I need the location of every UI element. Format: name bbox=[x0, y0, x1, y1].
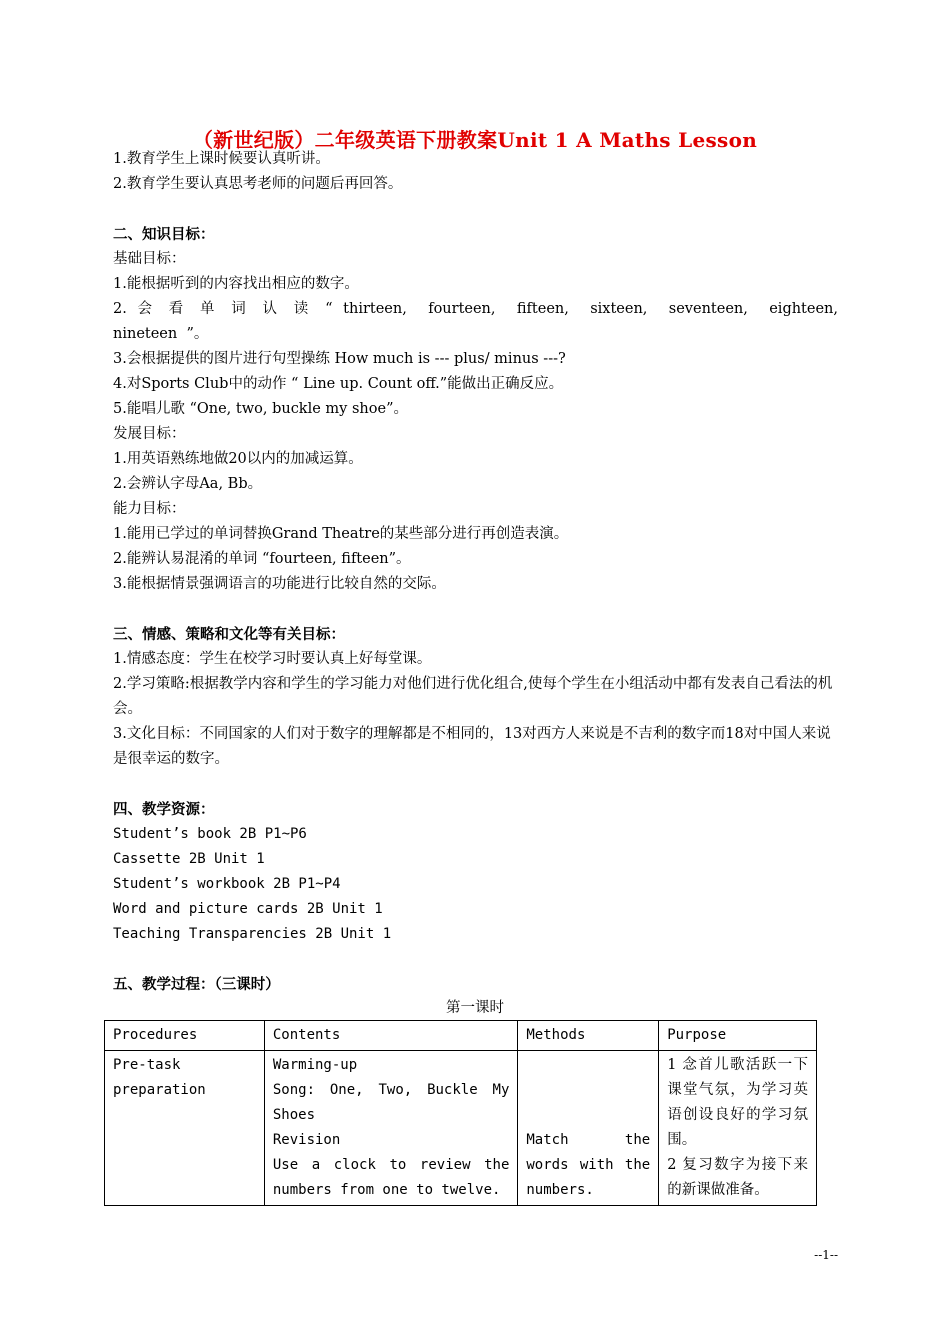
contents-clock: Use a clock to review the numbers from one to twelve. bbox=[272, 1157, 510, 1198]
basic-goal-2: 2. 会 看 单 词 认 读 “ thirteen, fourteen, fifteen, sixteen, seventeen, eighteen, bbox=[113, 301, 838, 317]
ability-goal-3: 3.能根据情景强调语言的功能进行比较自然的交际。 bbox=[113, 576, 446, 592]
header-purpose: Purpose bbox=[659, 1021, 817, 1051]
section-2-heading: 二、知识目标： bbox=[113, 226, 215, 243]
contents-revision: Revision bbox=[272, 1132, 341, 1148]
basic-goal-5: 5.能唱儿歌 “One, two, buckle my shoe”。 bbox=[113, 401, 408, 417]
affective-goal-3: 3.文化目标：不同国家的人们对于数字的理解都是不相同的，13对西方人来说是不吉利的数字而18对中国人来说是很幸运的数字。 bbox=[113, 726, 831, 767]
resource-5: Teaching Transparencies 2B Unit 1 bbox=[113, 926, 392, 942]
ability-goal-2: 2.能辨认易混淆的单词 “fourteen, fifteen”。 bbox=[113, 551, 411, 567]
header-contents: Contents bbox=[264, 1021, 518, 1051]
develop-goals-label: 发展目标： bbox=[113, 426, 186, 442]
contents-warmup: Warming-up bbox=[272, 1057, 358, 1073]
section-4-heading: 四、教学资源： bbox=[113, 801, 215, 818]
develop-goal-1: 1.用英语熟练地做20以内的加减运算。 bbox=[113, 451, 363, 467]
basic-goals-label: 基础目标： bbox=[113, 251, 186, 267]
section-5-heading: 五、教学过程：（三课时） bbox=[113, 976, 280, 993]
header-procedures: Procedures bbox=[105, 1021, 265, 1051]
purpose-1: 1 念首儿歌活跃一下课堂气氛，为学习英语创设良好的学习氛围。 bbox=[667, 1057, 808, 1148]
basic-goal-4: 4.对Sports Club中的动作 “ Line up. Count off.”能做出正确反应。 bbox=[113, 376, 564, 392]
resource-2: Cassette 2B Unit 1 bbox=[113, 851, 265, 867]
cell-contents bbox=[264, 1051, 518, 1206]
basic-goal-1: 1.能根据听到的内容找出相应的数字。 bbox=[113, 276, 359, 292]
intro-line-1: 1.教育学生上课时候要认真听讲。 bbox=[113, 151, 330, 167]
procedures-line-1: Pre-task bbox=[113, 1057, 181, 1073]
procedures-line-2: preparation bbox=[113, 1082, 206, 1098]
resource-1: Student’s book 2B P1~P6 bbox=[113, 826, 307, 842]
lesson-table bbox=[104, 1020, 817, 1206]
methods-text: Match the words with the numbers. bbox=[526, 1132, 651, 1198]
document-title: （新世纪版）二年级英语下册教案Unit 1 A Maths Lesson bbox=[192, 128, 758, 152]
purpose-2: 2 复习数字为接下来的新课做准备。 bbox=[667, 1157, 808, 1198]
page-number: --1-- bbox=[814, 1248, 838, 1262]
affective-goal-2: 2.学习策略:根据教学内容和学生的学习能力对他们进行优化组合,使每个学生在小组活动中都有发表自己看法的机会。 bbox=[113, 676, 833, 717]
header-methods: Methods bbox=[518, 1021, 659, 1051]
basic-goal-3: 3.会根据提供的图片进行句型操练 How much is --- plus/ minus ---? bbox=[113, 351, 566, 367]
resource-4: Word and picture cards 2B Unit 1 bbox=[113, 901, 383, 917]
cell-purpose bbox=[659, 1051, 817, 1206]
table-header-row bbox=[105, 1021, 817, 1051]
ability-goals-label: 能力目标： bbox=[113, 501, 186, 517]
table-row bbox=[105, 1051, 817, 1206]
section-3-heading: 三、情感、策略和文化等有关目标： bbox=[113, 626, 345, 643]
basic-goal-2-cont: nineteen ”。 bbox=[113, 326, 209, 342]
ability-goal-1: 1.能用已学过的单词替换Grand Theatre的某些部分进行再创造表演。 bbox=[113, 526, 569, 542]
contents-song: Song: One, Two, Buckle My Shoes bbox=[272, 1082, 510, 1123]
cell-methods bbox=[518, 1051, 659, 1206]
cell-procedures bbox=[105, 1051, 265, 1206]
lesson-caption: 第一课时 bbox=[446, 1000, 504, 1016]
affective-goal-1: 1.情感态度：学生在校学习时要认真上好每堂课。 bbox=[113, 651, 432, 667]
develop-goal-2: 2.会辨认字母Aa, Bb。 bbox=[113, 476, 263, 492]
resource-3: Student’s workbook 2B P1~P4 bbox=[113, 876, 341, 892]
intro-line-2: 2.教育学生要认真思考老师的问题后再回答。 bbox=[113, 176, 403, 192]
